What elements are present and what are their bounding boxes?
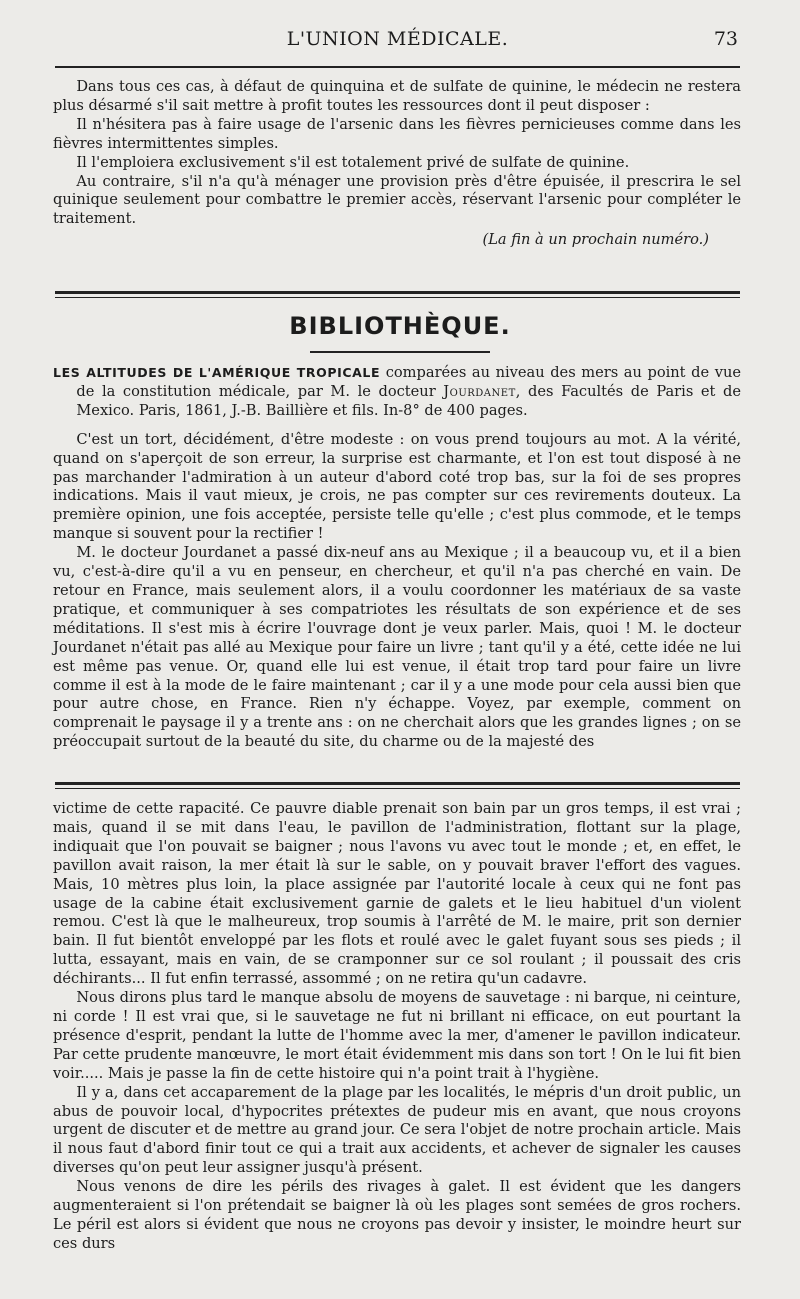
intro-paragraph: Il n'hésitera pas à faire usage de l'arsenic dans les fièvres pernicieuses comme dans les fièvres intermittentes simples. [53,115,741,152]
section-title: BIBLIOTHÈQUE. [289,312,511,340]
review-text [53,364,741,752]
page-header [55,28,740,58]
section-rule-thin [55,297,740,298]
page-number: 73 [713,28,738,50]
feuilleton-text [53,800,741,1254]
feuilleton-paragraph: victime de cette rapacité. Ce pauvre diable prenait son bain par un gros temps, il est vrai ; mais, quand il se mit dans l'eau, le pavillon de l'administration, flottant sur la plage, indiquait que l'on pouvait se baigner ; nous l'avons vu avec tout le monde ; et, en effet, le pavillon avait raison, la mer était là sur le sable, on y pouvait braver l'effort des vagues. Mais, 10 mètres plus loin, la place assignée par l'autorité locale à ceux qui ne font pas usage de la cabine était exclusivement garnie de galets et le lieu habituel d'un violent remou. C'est là que le malheureux, trop soumis à l'arrêté de M. le maire, prit son dernier bain. Il fut bientôt enveloppé par les flots et roulé avec le galet fuyant sous ses pieds ; il lutta, essayant, mais en vain, de se cramponner sur ce sol roulant ; il poussait des cris déchirants... Il fut enfin terrassé, assommé ; on ne retira qu'un cadavre. [53,800,741,988]
feuilleton-paragraph: Il y a, dans cet accaparement de la plage par les localités, le mépris d'un droit public, un abus de pouvoir local, d'hypocrites prétextes de pudeur mis en avant, que nous croyons urgent de discuter et de mettre au grand jour. Ce sera l'objet de notre prochain article. Mais il nous faut d'abord finir tout ce qui a trait aux accidents, et achever de signaler les causes diverses qu'on peut leur assigner jusqu'à présent. [53,1083,741,1177]
review-paragraph: C'est un tort, décidément, d'être modeste : on vous prend toujours au mot. A la vérité, quand on s'aperçoit de son erreur, la surprise est charmante, et l'on est tout disposé à ne pas marchander l'admiration à un auteur d'abord coté trop bas, sur la foi de ses propres indications. Mais il vaut mieux, je crois, ne pas compter sur ces revirements douteux. La première opinion, une fois acceptée, persiste telle qu'elle ; c'est plus commode, et le temps manque si souvent pour la rectifier ! [53,430,741,543]
intro-paragraph: Il l'emploiera exclusivement s'il est totalement privé de sulfate de quinine. [76,153,630,171]
intro-text [53,78,741,250]
feuilleton-paragraph: Nous venons de dire les périls des rivages à galet. Il est évident que les dangers augmenteraient si l'on prétendait se baigner là où les plages sont semées de gros rochers. Le péril est alors si évident que nous ne croyons pas devoir y insister, le moindre heurt sur ces durs [53,1178,741,1252]
book-publication: , des Facultés de Paris et de Mexico. Paris, 1861, J.-B. Baillière et fils. In-8° de 400 pages. [76,382,741,419]
book-author: Jourdanet [443,382,516,400]
intro-paragraph: Au contraire, s'il n'a qu'à ménager une provision près d'être épuisée, il prescrira le sel quinique seulement pour combattre le premier accès, réservant l'arsenic pour compléter le traitement. [53,172,741,228]
running-head: L'UNION MÉDICALE. [286,28,509,50]
intro-paragraph: Dans tous ces cas, à défaut de quinquina et de sulfate de quinine, le médecin ne restera plus désarmé s'il sait mettre à profit toutes les ressources dont il peut disposer : [53,78,741,114]
feuilleton-rule-thin [55,788,740,789]
book-title: LES ALTITUDES DE L'AMÉRIQUE TROPICALE [53,365,381,380]
book-description: comparées au niveau des mers au point de vue de la constitution médicale, par M. le docteur [76,364,741,400]
title-underline [310,351,490,353]
feuilleton-paragraph: Nous dirons plus tard le manque absolu de moyens de sauvetage : ni barque, ni ceinture, ni corde ! Il est vrai que, si le sauvetage ne fut ni brillant ni efficace, on eut pourtant la présence d'esprit, pendant la lutte de l'homme avec la mer, d'amener le pavillon indicateur. Par cette prudente manœuvre, le mort était évidemment mis dans son tort ! On le lui fit bien voir..... Mais je passe la fin de cette histoire qui n'a point trait à l'hygiène. [53,989,741,1082]
continuation-note: (La fin à un prochain numéro.) [482,231,709,249]
header-rule [55,66,740,68]
book-citation [53,364,741,421]
feuilleton-rule-thick [55,782,740,785]
review-paragraph: M. le docteur Jourdanet a passé dix-neuf ans au Mexique ; il a beaucoup vu, et il a bien vu, c'est-à-dire qu'il a vu en penseur, en chercheur, et qu'il n'a pas cherché en vain. De retour en France, mais seulement alors, il a voulu coordonner les matériaux de sa vaste pratique, et communiquer à ses compatriotes les résultats de son expérience et de ses méditations. Il s'est mis à écrire l'ouvrage dont je veux parler. Mais, quoi ! M. le docteur Jourdanet n'était pas allé au Mexique pour faire un livre ; tant qu'il y a été, cette idée ne lui est même pas venue. Or, quand elle lui est venue, il était trop tard pour faire un livre comme il est à la mode de le faire maintenant ; car il y a une mode pour cela aussi bien que pour autre chose, en France. Rien n'y échappe. Voyez, par exemple, comment on comprenait le paysage il y a trente ans : on ne cherchait alors que les grandes lignes ; on se préoccupait surtout de la beauté du site, du charme ou de la majesté des [53,544,741,751]
section-rule-thick [55,291,740,294]
